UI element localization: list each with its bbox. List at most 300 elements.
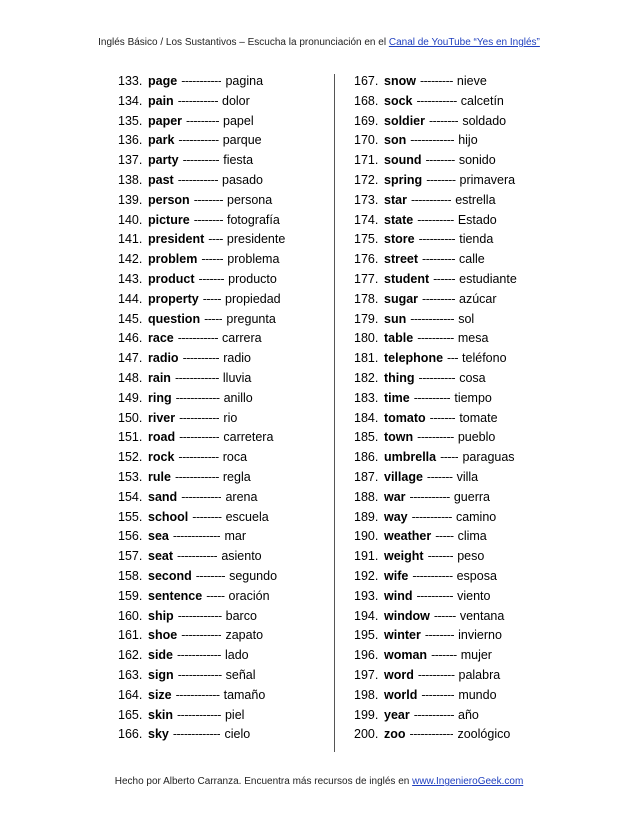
vocab-entry (354, 72, 554, 92)
separator-dashes: ----------- (177, 172, 218, 187)
spanish-translation: rio (223, 410, 238, 425)
separator-dashes: ------- (198, 271, 225, 286)
entry-number: 134. (118, 93, 143, 108)
separator-dashes: ----------- (409, 489, 450, 504)
entry-number: 187. (354, 469, 379, 484)
separator-dashes: ----- (204, 311, 223, 326)
english-word: picture (148, 212, 190, 227)
separator-dashes: ----------- (410, 192, 452, 207)
vocab-entry (118, 468, 328, 488)
vocab-entry (354, 230, 554, 250)
separator-dashes: ------------ (175, 390, 220, 405)
separator-dashes: ----------- (411, 509, 452, 524)
english-word: road (148, 430, 176, 445)
vocab-entry (118, 646, 328, 666)
entry-number: 154. (118, 489, 143, 504)
english-word: year (384, 707, 410, 722)
separator-dashes: ---------- (418, 232, 456, 247)
english-word: time (384, 390, 410, 405)
spanish-translation: carretera (223, 430, 274, 445)
english-word: sign (148, 667, 174, 682)
english-word: shoe (148, 628, 178, 643)
english-word: sound (384, 153, 422, 168)
separator-dashes: ---------- (418, 370, 456, 385)
spanish-translation: mesa (457, 331, 489, 346)
spanish-translation: barco (225, 608, 257, 623)
spanish-translation: viento (457, 588, 491, 603)
entry-number: 195. (354, 628, 379, 643)
spanish-translation: guerra (453, 489, 490, 504)
vocab-entry (118, 329, 328, 349)
english-word: store (384, 232, 415, 247)
english-word: second (148, 568, 192, 583)
english-word: school (148, 509, 189, 524)
spanish-translation: hijo (458, 133, 478, 148)
spanish-translation: pasado (222, 172, 264, 187)
english-word: pain (148, 93, 174, 108)
separator-dashes: ----- (440, 450, 459, 465)
separator-dashes: --------- (422, 291, 456, 306)
separator-dashes: ---------- (182, 153, 220, 168)
entry-number: 178. (354, 291, 379, 306)
entry-number: 190. (354, 529, 379, 544)
vocab-entry (118, 131, 328, 151)
separator-dashes: ------- (427, 549, 454, 564)
english-word: woman (384, 648, 428, 663)
english-word: party (148, 153, 179, 168)
english-word: river (148, 410, 176, 425)
separator-dashes: -------- (424, 628, 455, 643)
entry-number: 163. (118, 667, 143, 682)
separator-dashes: ------------ (174, 370, 219, 385)
spanish-translation: estrella (455, 192, 496, 207)
vocab-entry (354, 448, 554, 468)
spanish-translation: invierno (458, 628, 502, 643)
english-word: son (384, 133, 407, 148)
vocab-entry (354, 488, 554, 508)
vocab-entry (118, 151, 328, 171)
vocab-entry (354, 250, 554, 270)
spanish-translation: fiesta (223, 153, 254, 168)
vocab-entry (118, 448, 328, 468)
entry-number: 176. (354, 252, 379, 267)
spanish-translation: regla (222, 469, 251, 484)
entry-number: 188. (354, 489, 379, 504)
english-word: sentence (148, 588, 203, 603)
spanish-translation: villa (456, 469, 479, 484)
entry-number: 142. (118, 252, 143, 267)
vocab-entry (354, 508, 554, 528)
english-word: war (384, 489, 406, 504)
page-header (0, 37, 638, 48)
separator-dashes: ----- (202, 291, 222, 306)
entry-number: 194. (354, 608, 379, 623)
english-word: size (148, 687, 172, 702)
vocab-entry (354, 706, 554, 726)
vocab-entry (118, 706, 328, 726)
vocab-entry (118, 349, 328, 369)
vocab-entry (118, 527, 328, 547)
spanish-translation: propiedad (225, 291, 281, 306)
separator-dashes: ------------ (410, 311, 455, 326)
vocab-entry (354, 310, 554, 330)
separator-dashes: ---------- (417, 667, 455, 682)
vocab-entry (118, 191, 328, 211)
entry-number: 191. (354, 549, 379, 564)
spanish-translation: arena (225, 489, 258, 504)
separator-dashes: -------- (193, 192, 223, 207)
separator-dashes: -------- (192, 509, 222, 524)
entry-number: 170. (354, 133, 379, 148)
english-word: student (384, 271, 430, 286)
separator-dashes: ------------- (172, 529, 221, 544)
english-word: page (148, 74, 178, 88)
spanish-translation: esposa (456, 568, 497, 583)
footer-text: Hecho por Alberto Carranza. Encuentra más recursos de inglés en (114, 776, 413, 787)
entry-number: 196. (354, 648, 379, 663)
vocab-entry (354, 112, 554, 132)
entry-number: 182. (354, 370, 379, 385)
vocab-entry (354, 349, 554, 369)
entry-number: 143. (118, 271, 143, 286)
vocab-entry (354, 607, 554, 627)
spanish-translation: piel (224, 707, 245, 722)
vocab-entry (118, 607, 328, 627)
english-word: rock (148, 450, 175, 465)
youtube-channel-link[interactable]: Canal de YouTube “Yes en Inglés” (388, 37, 540, 48)
entry-number: 138. (118, 172, 143, 187)
vocab-entry (118, 488, 328, 508)
vocab-entry (118, 211, 328, 231)
vocab-entry (118, 428, 328, 448)
spanish-translation: fotografía (227, 212, 280, 227)
vocab-entry (118, 270, 328, 290)
entry-number: 172. (354, 172, 379, 187)
entry-number: 144. (118, 291, 143, 306)
spanish-translation: oración (228, 588, 270, 603)
separator-dashes: ----------- (412, 568, 453, 583)
vocab-entry (118, 547, 328, 567)
spanish-translation: camino (455, 509, 497, 524)
english-word: ring (148, 390, 172, 405)
english-word: village (384, 469, 423, 484)
separator-dashes: ------- (431, 648, 457, 663)
vocab-entry (354, 290, 554, 310)
separator-dashes: ---------- (417, 430, 454, 445)
vocab-entry (118, 250, 328, 270)
english-word: sand (148, 489, 178, 504)
separator-dashes: --------- (422, 252, 456, 267)
english-word: weight (384, 549, 424, 564)
english-word: zoo (384, 727, 406, 742)
spanish-translation: mundo (458, 687, 497, 702)
separator-dashes: --- (447, 351, 459, 366)
english-word: spring (384, 172, 423, 187)
english-word: product (148, 271, 195, 286)
vocab-entry (354, 428, 554, 448)
separator-dashes: ----------- (181, 628, 222, 643)
entry-number: 184. (354, 410, 379, 425)
spanish-translation: asiento (221, 549, 262, 564)
english-word: property (148, 291, 199, 306)
english-word: street (384, 252, 419, 267)
vocab-entry (354, 171, 554, 191)
vocab-entry (354, 547, 554, 567)
english-word: snow (384, 74, 416, 88)
separator-dashes: --------- (421, 687, 455, 702)
spanish-translation: primavera (459, 172, 516, 187)
spanish-translation: soldado (462, 113, 507, 128)
entry-number: 177. (354, 271, 379, 286)
spanish-translation: tiempo (454, 390, 492, 405)
vocab-entry (354, 329, 554, 349)
website-link[interactable]: www.IngenieroGeek.com (412, 776, 524, 787)
vocab-entry (354, 270, 554, 290)
separator-dashes: ----- (435, 529, 454, 544)
spanish-translation: zoológico (457, 727, 511, 742)
entry-number: 198. (354, 687, 379, 702)
separator-dashes: ----------- (178, 133, 219, 148)
english-word: race (148, 331, 174, 346)
english-word: winter (384, 628, 421, 643)
spanish-translation: paraguas (462, 450, 515, 465)
english-word: window (384, 608, 430, 623)
english-word: skin (148, 707, 174, 722)
spanish-translation: lado (224, 648, 249, 663)
vocab-entry (118, 389, 328, 409)
entry-number: 146. (118, 331, 143, 346)
separator-dashes: ----------- (181, 74, 222, 88)
spanish-translation: año (458, 707, 479, 722)
entry-number: 193. (354, 588, 379, 603)
vocab-entry (118, 230, 328, 250)
entry-number: 152. (118, 450, 143, 465)
entry-number: 166. (118, 727, 143, 742)
vocab-entry (118, 369, 328, 389)
spanish-translation: pagina (225, 74, 264, 88)
separator-dashes: -------- (193, 212, 223, 227)
entry-number: 135. (118, 113, 143, 128)
spanish-translation: segundo (229, 568, 278, 583)
entry-number: 192. (354, 568, 379, 583)
entry-number: 148. (118, 370, 143, 385)
english-word: radio (148, 351, 179, 366)
entry-number: 141. (118, 232, 143, 247)
separator-dashes: ------ (433, 271, 456, 286)
spanish-translation: mujer (460, 648, 492, 663)
vocabulary-column-left (118, 72, 328, 745)
spanish-translation: pueblo (457, 430, 496, 445)
separator-dashes: -------- (195, 568, 226, 583)
entry-number: 167. (354, 74, 379, 88)
separator-dashes: ---- (208, 232, 223, 247)
vocab-entry (118, 508, 328, 528)
separator-dashes: ------------ (177, 648, 221, 663)
spanish-translation: producto (228, 271, 277, 286)
spanish-translation: cielo (224, 727, 251, 742)
english-word: park (148, 133, 175, 148)
entry-number: 158. (118, 568, 143, 583)
entry-number: 171. (354, 153, 379, 168)
separator-dashes: ----------- (181, 489, 222, 504)
vocab-entry (354, 151, 554, 171)
entry-number: 159. (118, 588, 143, 603)
spanish-translation: peso (457, 549, 485, 564)
entry-number: 181. (354, 351, 379, 366)
separator-dashes: ---------- (182, 351, 220, 366)
vocab-entry (354, 369, 554, 389)
english-word: umbrella (384, 450, 437, 465)
entry-number: 139. (118, 192, 143, 207)
entry-number: 150. (118, 410, 143, 425)
separator-dashes: ------- (426, 469, 453, 484)
vocab-entry (118, 567, 328, 587)
separator-dashes: -------- (426, 172, 456, 187)
separator-dashes: ----- (206, 588, 225, 603)
spanish-translation: nieve (456, 74, 487, 88)
spanish-translation: anillo (223, 390, 253, 405)
spanish-translation: radio (223, 351, 251, 366)
entry-number: 140. (118, 212, 143, 227)
spanish-translation: carrera (222, 331, 262, 346)
vocab-entry (118, 72, 328, 92)
english-word: table (384, 331, 414, 346)
entry-number: 157. (118, 549, 143, 564)
english-word: telephone (384, 351, 444, 366)
spanish-translation: Estado (457, 212, 497, 227)
vocab-entry (354, 686, 554, 706)
spanish-translation: lluvia (222, 370, 252, 385)
separator-dashes: ----------- (179, 410, 220, 425)
column-divider (334, 74, 335, 752)
separator-dashes: ---------- (417, 331, 454, 346)
english-word: star (384, 192, 407, 207)
separator-dashes: ------ (201, 252, 224, 267)
entry-number: 165. (118, 707, 143, 722)
entry-number: 160. (118, 608, 143, 623)
separator-dashes: ---------- (417, 212, 454, 227)
separator-dashes: ------------ (177, 667, 222, 682)
entry-number: 169. (354, 113, 379, 128)
spanish-translation: tienda (459, 232, 494, 247)
spanish-translation: zapato (225, 628, 264, 643)
entry-number: 197. (354, 667, 379, 682)
entry-number: 133. (118, 74, 143, 88)
vocab-entry (118, 725, 328, 745)
entry-number: 137. (118, 153, 143, 168)
entry-number: 168. (354, 93, 379, 108)
english-word: paper (148, 113, 183, 128)
vocab-entry (354, 527, 554, 547)
spanish-translation: estudiante (459, 271, 517, 286)
page-footer (0, 776, 638, 787)
vocab-entry (354, 646, 554, 666)
spanish-translation: teléfono (462, 351, 507, 366)
english-word: sky (148, 727, 169, 742)
spanish-translation: calle (459, 252, 485, 267)
english-word: weather (384, 529, 432, 544)
vocab-entry (354, 468, 554, 488)
separator-dashes: ------------ (410, 133, 455, 148)
vocab-entry (118, 686, 328, 706)
entry-number: 179. (354, 311, 379, 326)
english-word: sock (384, 93, 413, 108)
english-word: world (384, 687, 418, 702)
vocab-entry (354, 211, 554, 231)
separator-dashes: -------- (429, 113, 459, 128)
spanish-translation: parque (222, 133, 262, 148)
vocab-entry (118, 587, 328, 607)
spanish-translation: dolor (222, 93, 250, 108)
entry-number: 162. (118, 648, 143, 663)
spanish-translation: roca (222, 450, 248, 465)
spanish-translation: tamaño (223, 687, 266, 702)
entry-number: 175. (354, 232, 379, 247)
english-word: wind (384, 588, 413, 603)
vocab-entry (354, 666, 554, 686)
vocab-entry (354, 409, 554, 429)
separator-dashes: -------- (425, 153, 455, 168)
vocab-entry (118, 409, 328, 429)
entry-number: 147. (118, 351, 143, 366)
separator-dashes: ----------- (177, 93, 218, 108)
entry-number: 173. (354, 192, 379, 207)
separator-dashes: ------------- (172, 727, 221, 742)
entry-number: 151. (118, 430, 143, 445)
separator-dashes: ----------- (416, 93, 457, 108)
vocab-entry (354, 567, 554, 587)
separator-dashes: --------- (186, 113, 220, 128)
vocab-entry (354, 587, 554, 607)
english-word: way (384, 509, 408, 524)
entry-number: 183. (354, 390, 379, 405)
english-word: sugar (384, 291, 419, 306)
english-word: past (148, 172, 174, 187)
english-word: state (384, 212, 414, 227)
spanish-translation: tomate (459, 410, 498, 425)
spanish-translation: palabra (458, 667, 501, 682)
entry-number: 186. (354, 450, 379, 465)
english-word: seat (148, 549, 174, 564)
english-word: town (384, 430, 414, 445)
english-word: side (148, 648, 174, 663)
entry-number: 156. (118, 529, 143, 544)
separator-dashes: --------- (419, 74, 453, 88)
english-word: president (148, 232, 205, 247)
english-word: tomato (384, 410, 426, 425)
english-word: rain (148, 370, 171, 385)
spanish-translation: sol (458, 311, 475, 326)
english-word: sun (384, 311, 407, 326)
entry-number: 145. (118, 311, 143, 326)
separator-dashes: ------ (433, 608, 456, 623)
separator-dashes: ----------- (413, 707, 455, 722)
entry-number: 161. (118, 628, 143, 643)
header-text: Inglés Básico / Los Sustantivos – Escucha la pronunciación en el (98, 37, 389, 48)
spanish-translation: problema (227, 252, 280, 267)
separator-dashes: ---------- (413, 390, 451, 405)
english-word: rule (148, 469, 171, 484)
entry-number: 189. (354, 509, 379, 524)
spanish-translation: calcetín (460, 93, 504, 108)
entry-number: 199. (354, 707, 379, 722)
entry-number: 185. (354, 430, 379, 445)
vocab-entry (118, 112, 328, 132)
vocab-entry (354, 191, 554, 211)
spanish-translation: mar (224, 529, 247, 544)
entry-number: 180. (354, 331, 379, 346)
separator-dashes: ------------ (177, 707, 221, 722)
